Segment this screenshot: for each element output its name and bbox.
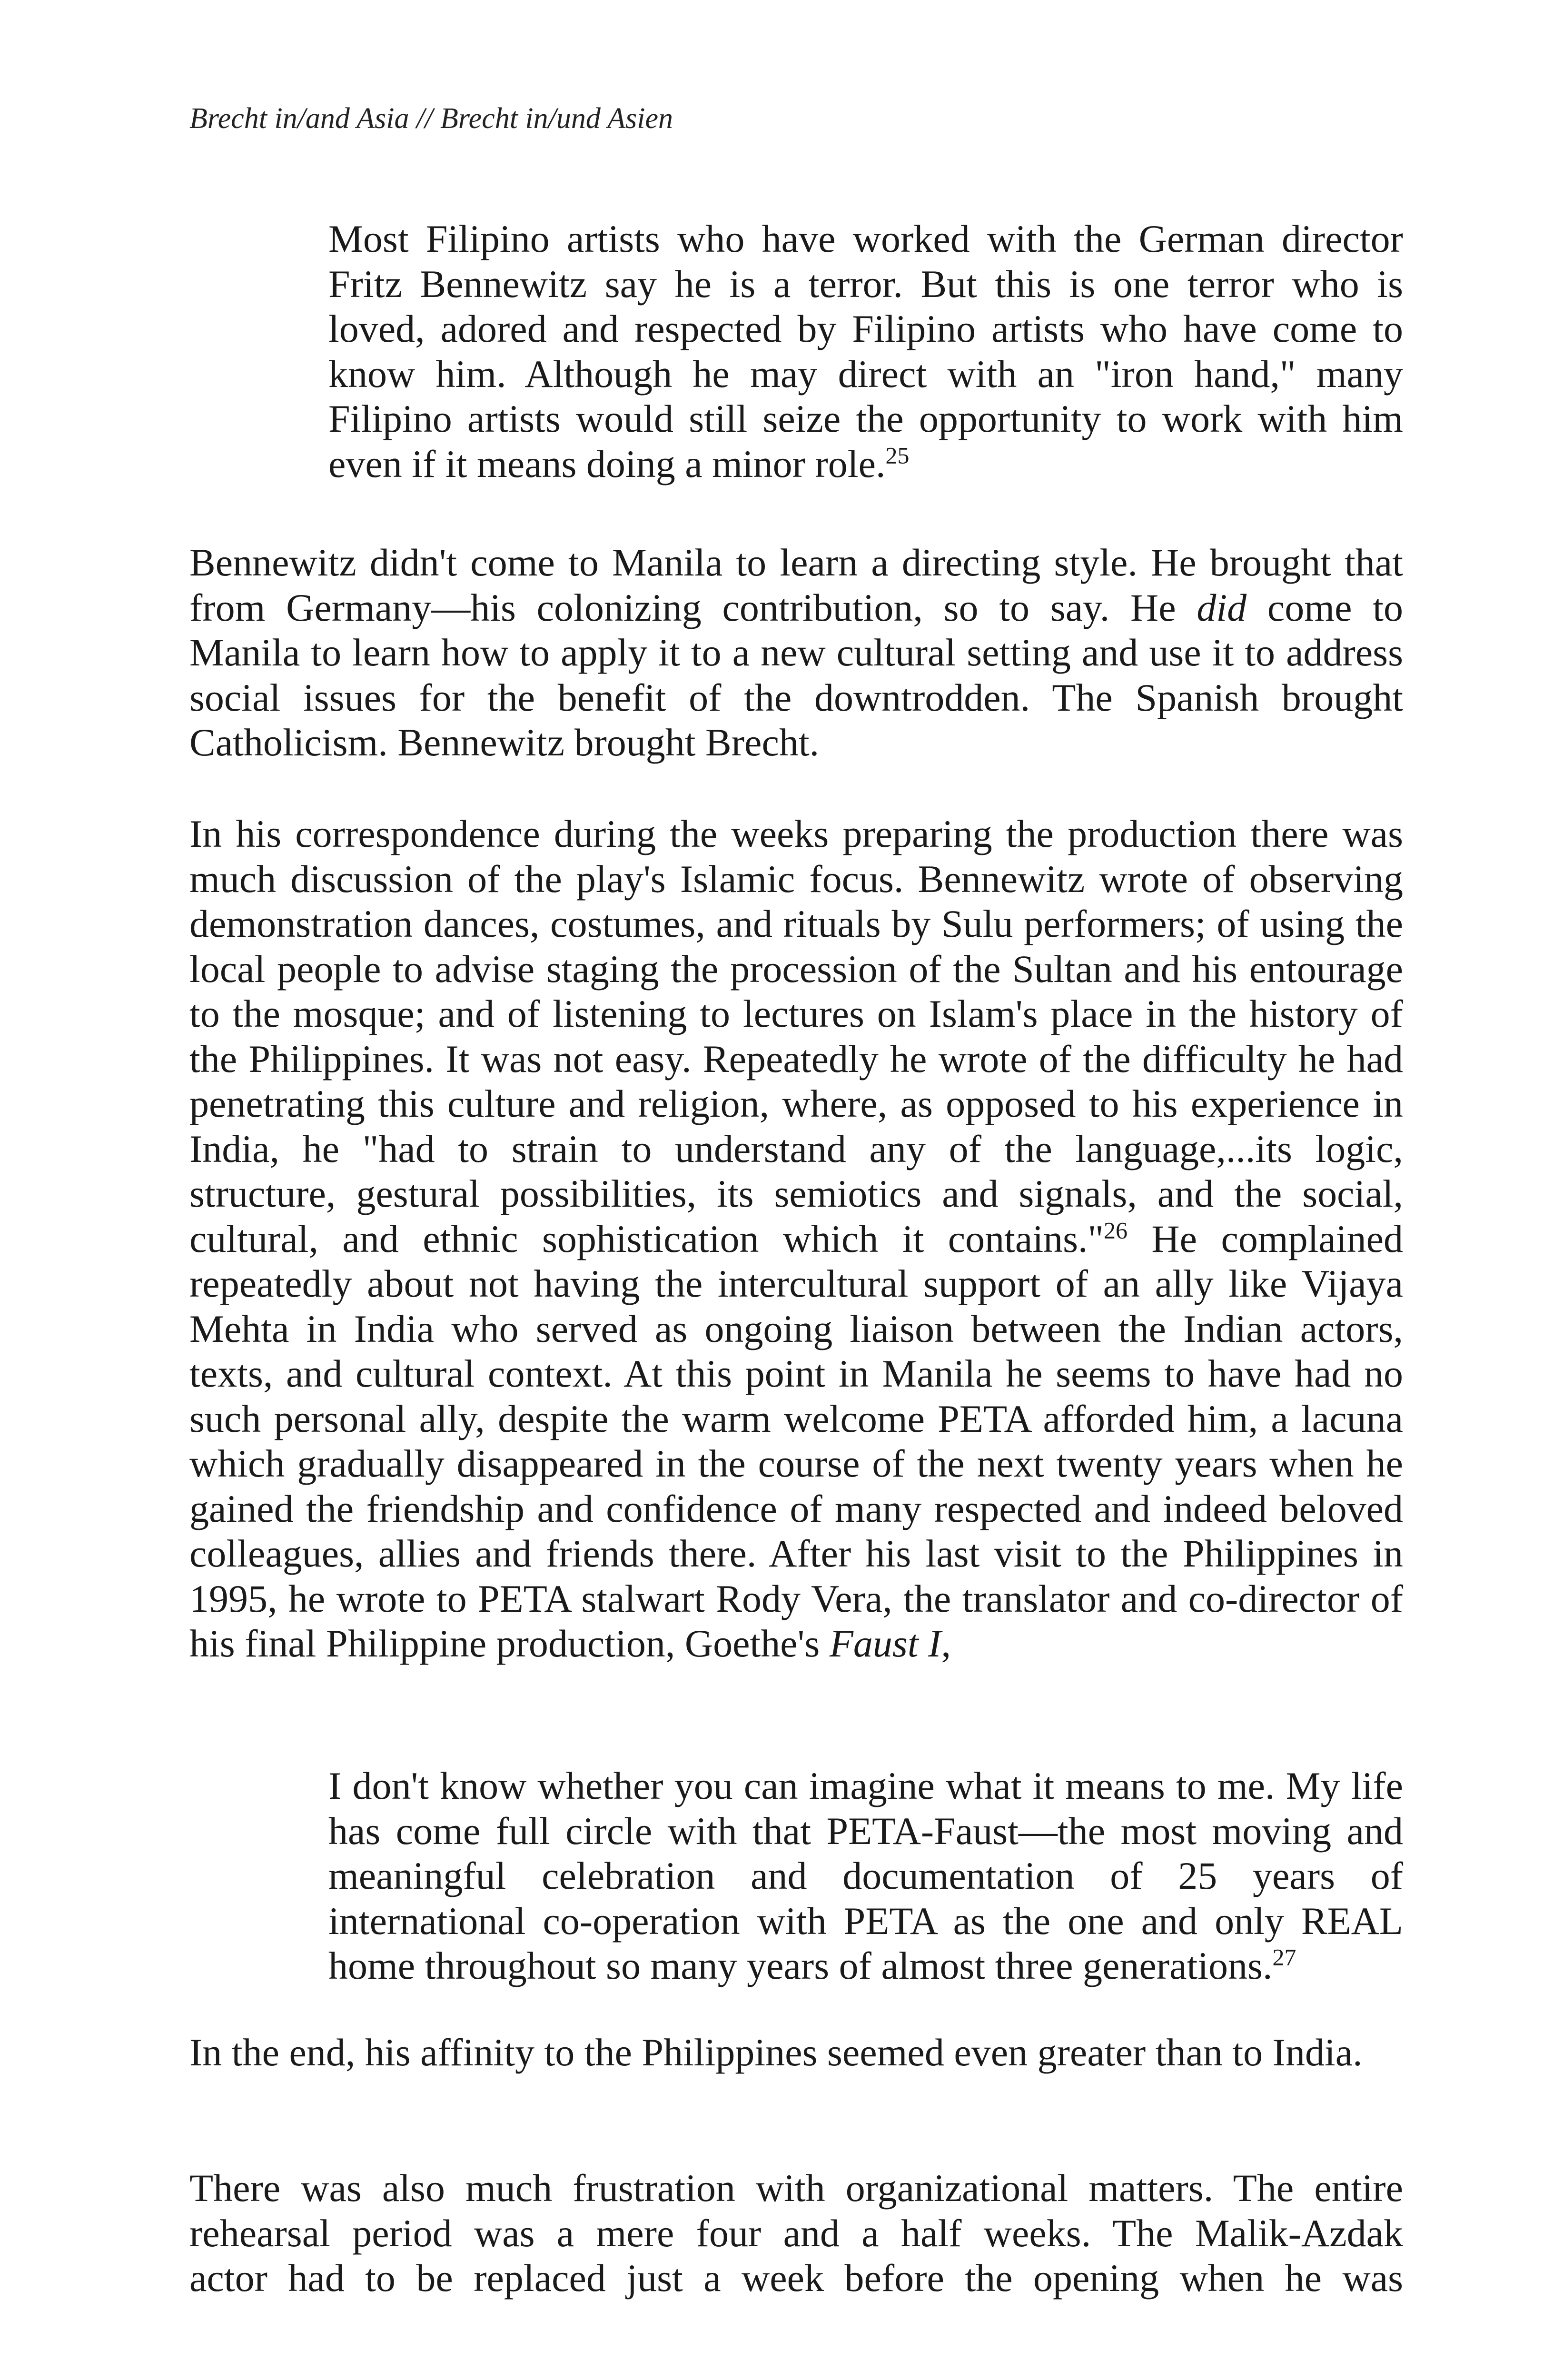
- paragraph-2-text-c: ,: [941, 1622, 951, 1665]
- block-quote-2: [328, 1764, 1403, 1989]
- paragraph-1-emphasis: did: [1197, 585, 1247, 629]
- paragraph-3-text: In the end, his affinity to the Philippines seemed even greater than to India.: [189, 2031, 1363, 2074]
- footnote-ref-25: 25: [885, 442, 910, 469]
- block-quote-1: [328, 217, 1403, 486]
- paragraph-2-text-b: He complained repeatedly about not having the intercultural support of an ally like Vijaya Mehta in India who served as ongoing liaison between the Indian actors, texts, and cultural context. At this point in Manila he seems to have had no such personal ally, despite the warm welcome PETA afforded him, a lacuna which gradually disappeared in the course of the next twenty years when he gained the friendship and confidence of many respected and indeed beloved colleagues, allies and friends there. After his last visit to the Philippines in 1995, he wrote to PETA stalwart Rody Vera, the translator and co-director of his final Philippine production, Goethe's: [189, 1217, 1404, 1665]
- paragraph-4-line-3: actor had to be replaced just a week before the opening when he was: [189, 2256, 1403, 2300]
- quote-2-text: I don't know whether you can imagine what it means to me. My life has come full circle with that PETA-Faust—the most moving and meaningful celebration and documentation of 25 years of international co-operation with PETA as the one and only REAL home throughout so many years of almost three generations.: [328, 1764, 1403, 1987]
- paragraph-4-line-2: rehearsal period was a mere four and a half weeks. The Malik-Azdak: [189, 2211, 1403, 2255]
- footnote-ref-27: 27: [1272, 1944, 1296, 1971]
- paragraph-2-text-a: In his correspondence during the weeks preparing the production there was much discussion of the play's Islamic focus. Bennewitz wrote of observing demonstration dances, costumes, and rituals by Sulu performers; of using the local people to advise staging the procession of the Sultan and his entourage to the mosque; and of listening to lectures on Islam's place in the history of the Philippines. It was not easy. Repeatedly he wrote of the difficulty he had penetrating this culture and religion, where, as opposed to his experience in India, he "had to strain to understand any of the language,...its logic, structure, gestural possibilities, its semiotics and signals, and the social, cultural, and ethnic sophistication which it contains.": [189, 812, 1403, 1260]
- quote-1-text: Most Filipino artists who have worked with the German director Fritz Bennewitz say he is a terror. But this is one terror who is loved, adored and respected by Filipino artists who have come to know him. Although he may direct with an "iron hand," many Filipino artists would still seize the opportunity to work with him even if it means doing a minor role.: [328, 217, 1403, 486]
- paragraph-1: [189, 540, 1403, 765]
- paragraph-4-line-1: There was also much frustration with organizational matters. The entire: [189, 2166, 1403, 2210]
- paragraph-4: [189, 2166, 1403, 2301]
- paragraph-2-work-title: Faust I: [829, 1622, 941, 1665]
- footnote-ref-26: 26: [1104, 1217, 1128, 1244]
- paragraph-1-text-b: come to Manila to learn how to apply it to a new cultural setting and use it to address social issues for the benefit of the downtrodden. The Spanish brought Catholicism. Bennewitz brought Brecht.: [189, 585, 1403, 764]
- running-head: Brecht in/and Asia // Brecht in/und Asien: [189, 102, 673, 135]
- paragraph-3: [189, 2030, 1403, 2075]
- paragraph-1-text-a: Bennewitz didn't come to Manila to learn a directing style. He brought that from Germany—his colonizing contribution, so to say. He: [189, 541, 1403, 629]
- paragraph-2: [189, 812, 1403, 1666]
